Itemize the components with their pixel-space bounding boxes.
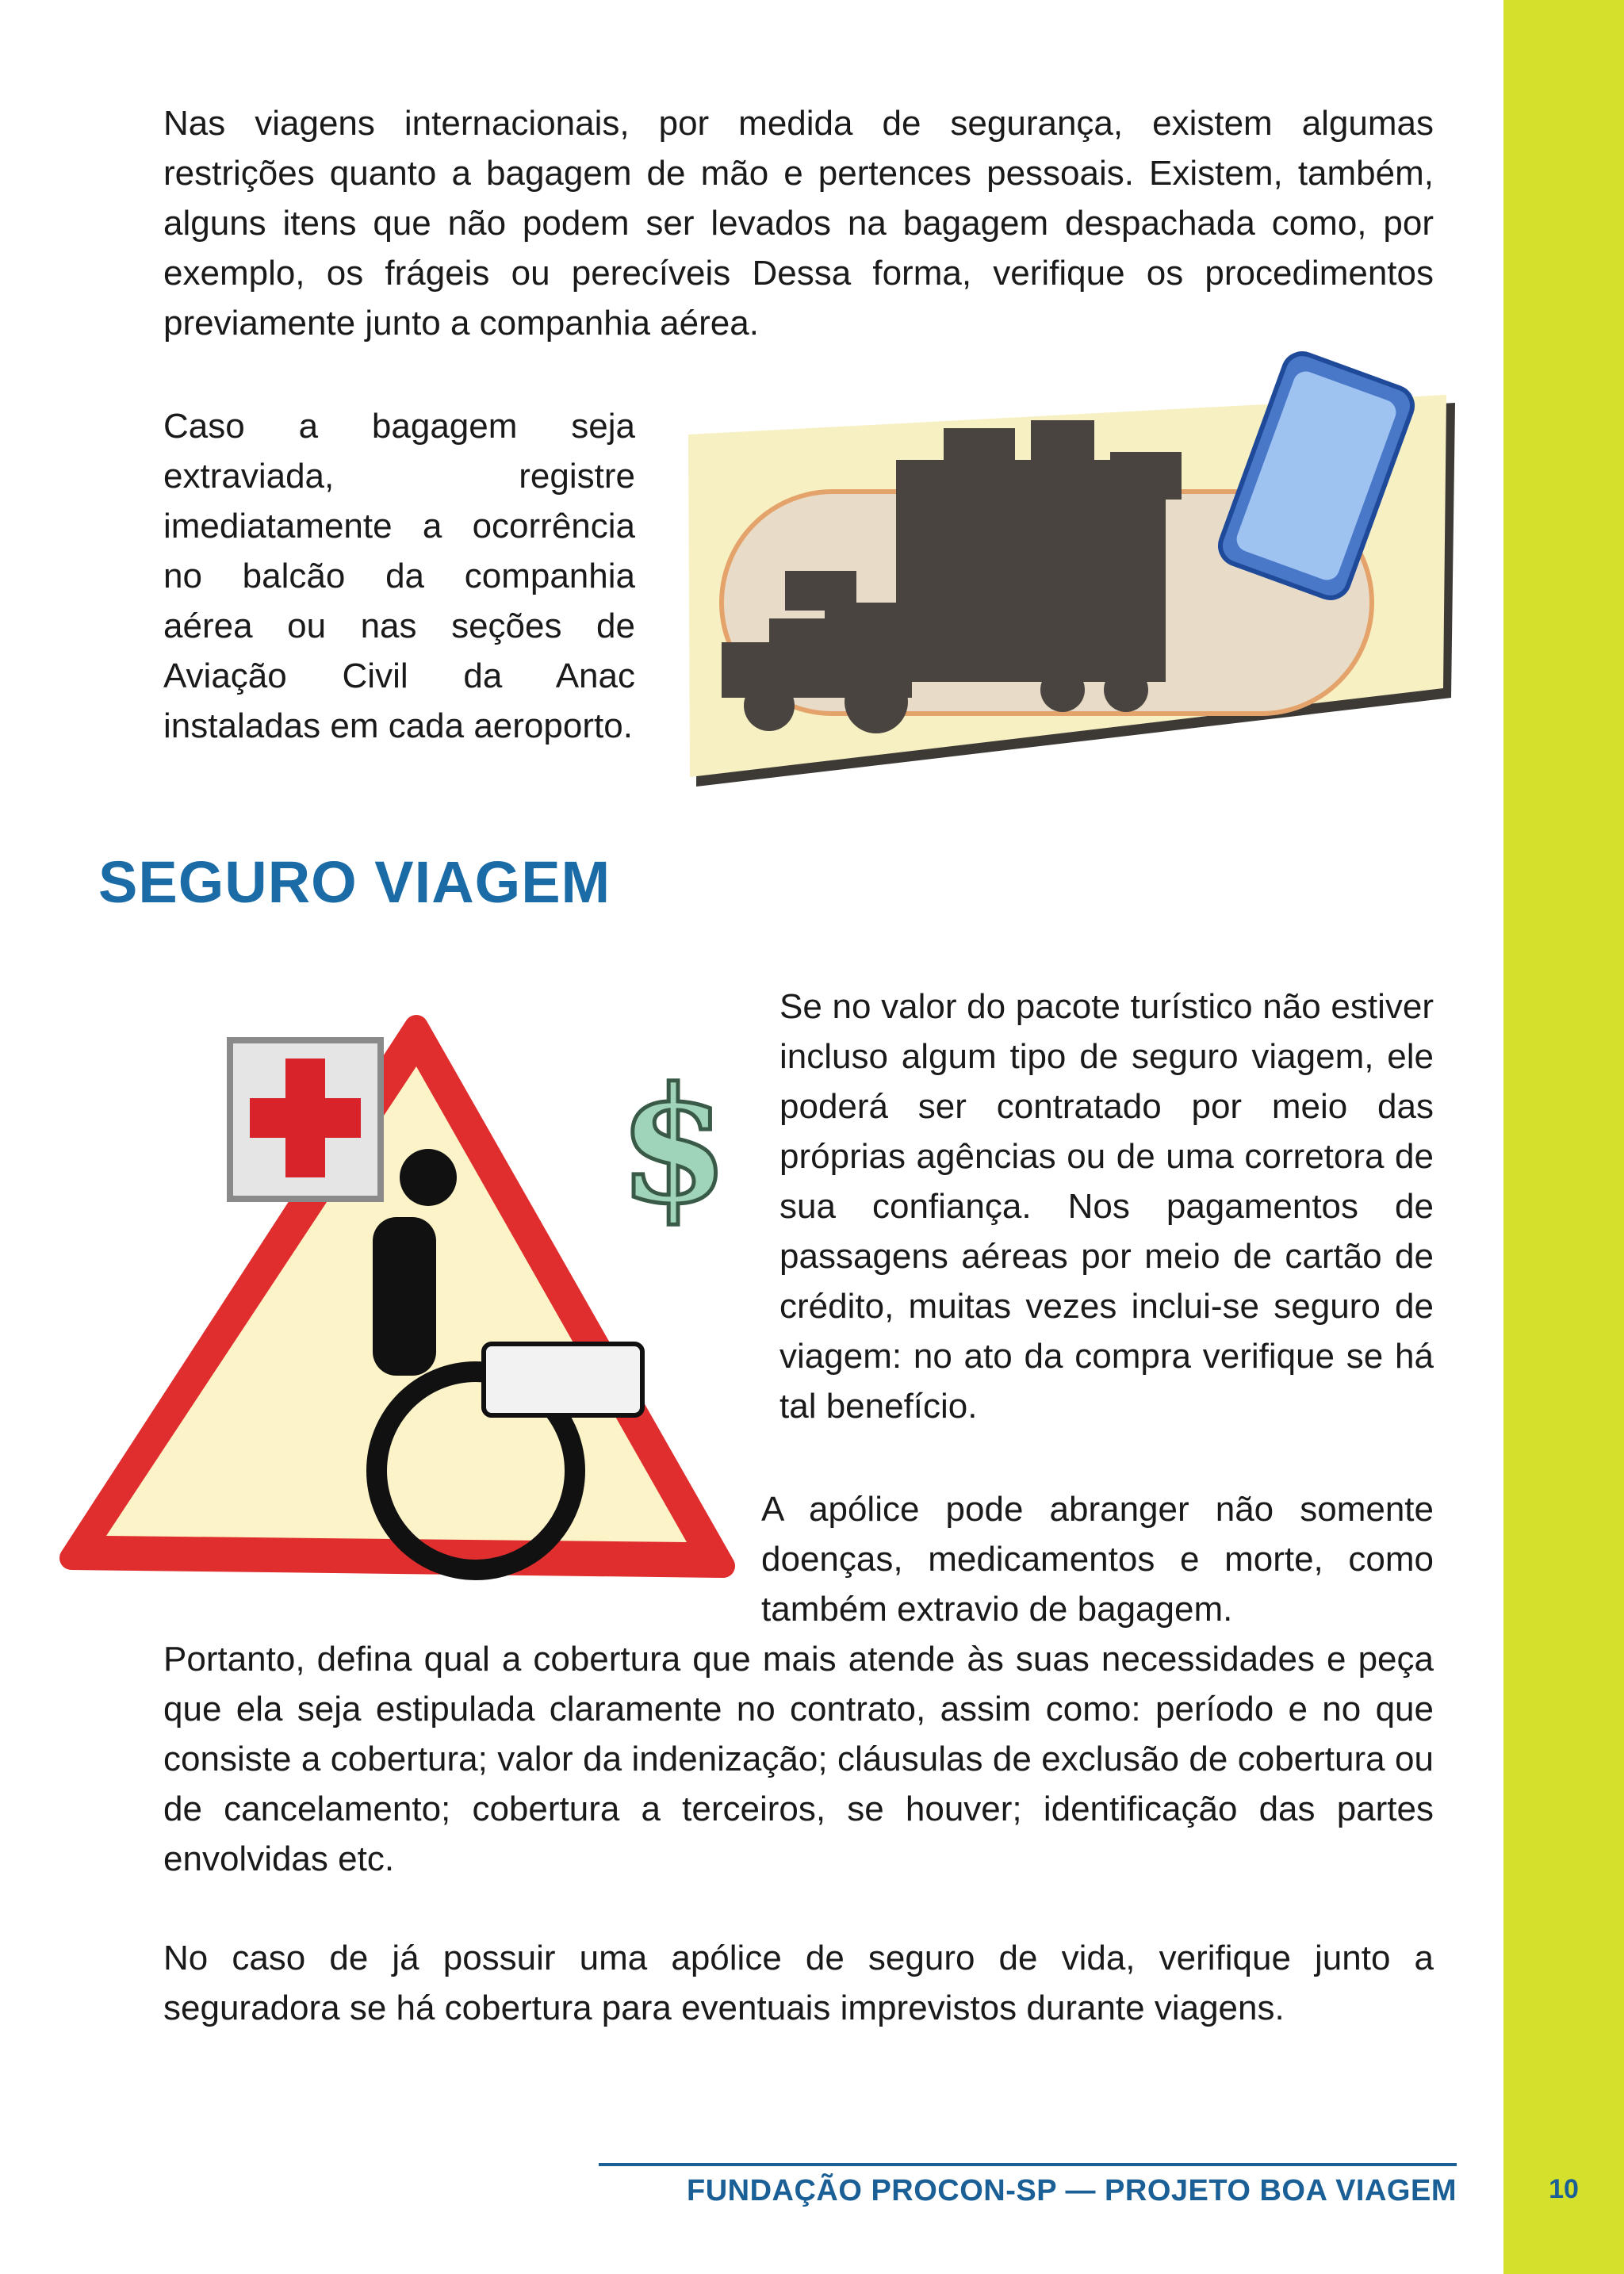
insurance-warning-illustration	[56, 995, 737, 1614]
footer-text: FUNDAÇÃO PROCON-SP — PROJETO BOA VIAGEM	[686, 2174, 1457, 2207]
section-heading: SEGURO VIAGEM	[98, 849, 611, 915]
footer-rule	[599, 2163, 1457, 2166]
paragraph-policy-coverage: Portanto, defina qual a cobertura que mais atende às suas necessidades e peça que ela seja estipulada claramente no contrato, assim como: período e no que consiste a cobertura; valor da indenização; cláusulas de exclusão de cobertura ou de cancelamento; cobertura a terceiros, se houver; identificação das partes envolvidas etc.	[163, 1640, 1434, 1878]
paragraph-policy-coverage-start: A apólice pode abranger não somente doenças, medicamentos e morte, como também extravio de bagagem.	[761, 1490, 1434, 1629]
page-number: 10	[1549, 2174, 1579, 2204]
dollar-sign-icon: $	[619, 1053, 730, 1239]
baggage-cart-illustration	[666, 333, 1459, 793]
paragraph-lost-baggage: Caso a bagagem seja extraviada, registre imediatamente a ocorrência no balcão da companhia aérea ou nas seções de Aviação Civil da Anac instaladas em cada aeroporto.	[163, 407, 635, 745]
paragraph-baggage-restrictions: Nas viagens internacionais, por medida de segurança, existem algumas restrições quanto a bagagem de mão e pertences pessoais. Existem, também, alguns itens que não podem ser levados na bagagem despachada como, por exemplo, os frágeis ou perecíveis Dessa forma, verifique os procedimentos previamente junto a companhia aérea.	[163, 104, 1434, 343]
paragraph-life-insurance: No caso de já possuir uma apólice de seguro de vida, verifique junto a seguradora se há cobertura para eventuais imprevistos durante viagens.	[163, 1939, 1434, 2027]
sidebar-band	[1503, 0, 1624, 2274]
paragraph-insurance-options: Se no valor do pacote turístico não estiver incluso algum tipo de seguro viagem, ele poderá ser contratado por meio das próprias agências ou de uma corretora de sua confiança. Nos pagamentos de passagens aéreas por meio de cartão de crédito, muitas vezes inclui-se seguro de viagem: no ato da compra verifique se há tal benefício.	[779, 987, 1434, 1426]
